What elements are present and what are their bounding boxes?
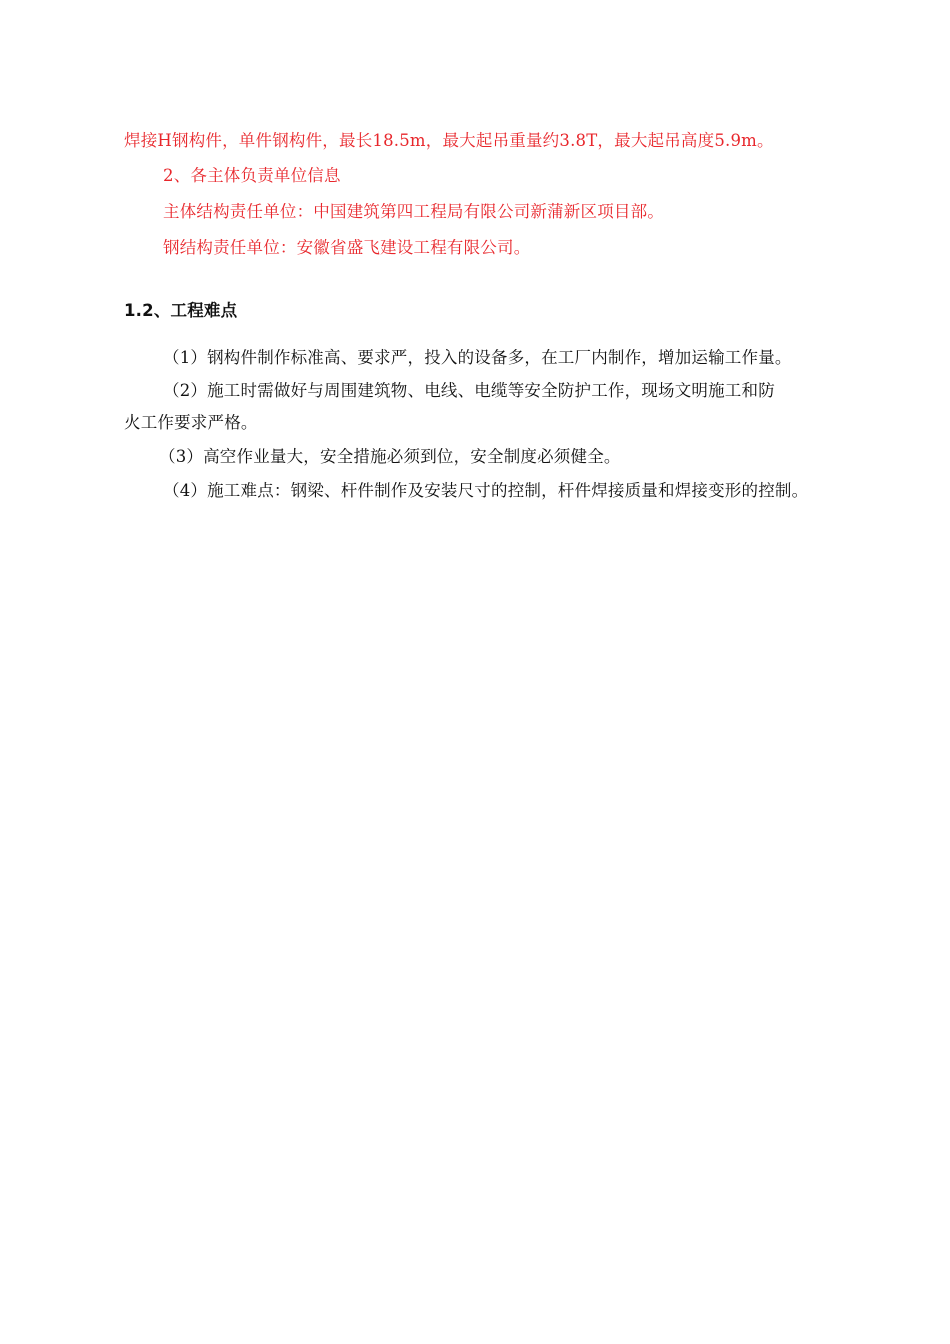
difficulty-item-3: （3）高空作业量大，安全措施必须到位，安全制度必须健全。: [159, 447, 621, 466]
responsible-units-subheading: 2、各主体负责单位信息: [163, 166, 341, 185]
difficulty-item-1: （1）钢构件制作标准高、要求严，投入的设备多，在工厂内制作，增加运输工作量。: [163, 348, 792, 367]
steel-structure-unit-line: 钢结构责任单位：安徽省盛飞建设工程有限公司。: [163, 238, 531, 257]
difficulty-item-2-continued: 火工作要求严格。: [124, 413, 258, 432]
steel-member-spec-line: 焊接H钢构件，单件钢构件，最长18.5m，最大起吊重量约3.8T，最大起吊高度5.9m。: [124, 131, 774, 150]
main-structure-unit-line: 主体结构责任单位：中国建筑第四工程局有限公司新蒲新区项目部。: [163, 202, 664, 221]
difficulty-item-2: （2）施工时需做好与周围建筑物、电线、电缆等安全防护工作，现场文明施工和防: [163, 381, 775, 400]
difficulty-item-4: （4）施工难点：钢梁、杆件制作及安装尺寸的控制，杆件焊接质量和焊接变形的控制。: [163, 481, 809, 500]
section-heading-difficulties: 1.2、工程难点: [124, 301, 238, 320]
